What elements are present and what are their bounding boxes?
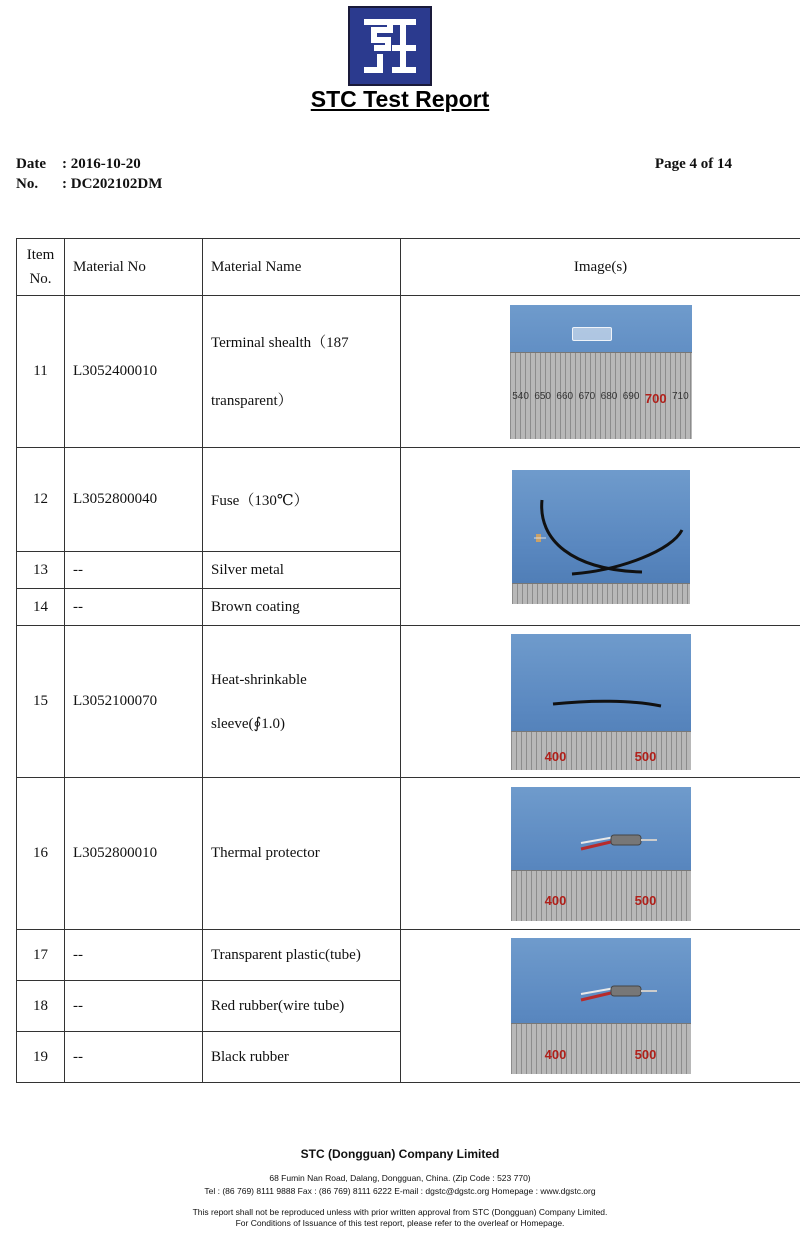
ruler-number: 400	[544, 1046, 567, 1062]
material-name: Terminal shealth（187 transparent）	[203, 296, 401, 448]
ruler-number: 670	[578, 391, 596, 403]
ruler-number: 660	[556, 391, 574, 403]
materials-table	[16, 238, 800, 1083]
material-no: L3052400010	[65, 296, 203, 448]
thermal-protector-parts-photo	[511, 938, 691, 1074]
terminal-sheath-photo	[510, 305, 692, 439]
material-no: --	[65, 589, 203, 626]
material-no: L3052100070	[65, 626, 203, 778]
item-no: 18	[17, 981, 65, 1032]
fuse-photo	[512, 470, 690, 604]
ruler-number: 400	[544, 748, 567, 764]
item-no: 14	[17, 589, 65, 626]
material-name: Thermal protector	[203, 778, 401, 930]
image-cell	[401, 448, 800, 626]
stc-logo-mark	[350, 8, 430, 84]
report-number-line	[16, 176, 162, 193]
date-label: Date	[16, 156, 46, 172]
header-material-no: Material No	[65, 239, 203, 296]
ruler-number: 650	[534, 391, 551, 403]
report-title: STC Test Report	[310, 86, 490, 112]
item-no: 12	[17, 448, 65, 552]
material-name: Brown coating	[203, 589, 401, 626]
item-no: 11	[17, 296, 65, 448]
footer-contact: Tel : (86 769) 8111 9888 Fax : (86 769) 8111 6222 E-mail : dgstc@dgstc.org Homepage : www.dgstc.org	[204, 1186, 596, 1196]
table-row	[17, 448, 800, 552]
header-images: Image(s)	[401, 239, 800, 296]
table-row	[17, 930, 800, 981]
material-name: Fuse（130℃）	[203, 448, 401, 552]
ruler-number: 400	[544, 893, 567, 908]
number-label: No.	[16, 176, 39, 192]
header-material-name: Material Name	[203, 239, 401, 296]
image-cell	[401, 930, 800, 1083]
image-cell	[401, 626, 800, 778]
material-no: --	[65, 1032, 203, 1083]
material-no: --	[65, 552, 203, 589]
item-no: 15	[17, 626, 65, 778]
item-no: 19	[17, 1032, 65, 1083]
footer-company: STC (Dongguan) Company Limited	[300, 1147, 500, 1161]
ruler-number: 700	[644, 391, 667, 407]
ruler-number: 500	[634, 893, 657, 908]
number-value: : DC202102DM	[62, 176, 163, 192]
table-row	[17, 296, 800, 448]
material-name: Heat-shrinkable sleeve(∮1.0)	[203, 626, 401, 778]
material-no: L3052800040	[65, 448, 203, 552]
footer-notice-1: This report shall not be reproduced unless with prior written approval from STC (Dongguan) Company Limited.	[192, 1207, 608, 1217]
table-header-row	[17, 239, 800, 296]
heat-shrink-sleeve-photo	[511, 634, 691, 770]
thermal-protector-photo	[511, 787, 691, 921]
date-value: : 2016-10-20	[62, 156, 141, 172]
ruler-number: 710	[671, 391, 689, 403]
material-name: Transparent plastic(tube)	[203, 930, 401, 981]
ruler-number: 540	[512, 391, 529, 403]
image-cell	[401, 778, 800, 930]
footer-address: 68 Fumin Nan Road, Dalang, Dongguan, China. (Zip Code : 523 770)	[269, 1173, 531, 1183]
item-no: 13	[17, 552, 65, 589]
table-row	[17, 626, 800, 778]
ruler-number: 680	[600, 391, 618, 403]
material-name: Black rubber	[203, 1032, 401, 1083]
image-cell	[401, 296, 800, 448]
footer-notice-2: For Conditions of Issuance of this test report, please refer to the overleaf or Homepage.	[235, 1218, 565, 1228]
date-line	[16, 156, 141, 173]
item-no: 16	[17, 778, 65, 930]
ruler-number: 690	[622, 391, 640, 403]
material-no: L3052800010	[65, 778, 203, 930]
stc-logo	[348, 6, 432, 86]
material-no: --	[65, 930, 203, 981]
ruler-number: 500	[634, 1046, 657, 1062]
item-no: 17	[17, 930, 65, 981]
table-row	[17, 778, 800, 930]
page-number: Page 4 of 14	[654, 156, 732, 172]
ruler-number: 500	[634, 748, 657, 764]
material-no: --	[65, 981, 203, 1032]
material-name: Silver metal	[203, 552, 401, 589]
material-name: Red rubber(wire tube)	[203, 981, 401, 1032]
header-item-no: Item No.	[17, 239, 65, 296]
